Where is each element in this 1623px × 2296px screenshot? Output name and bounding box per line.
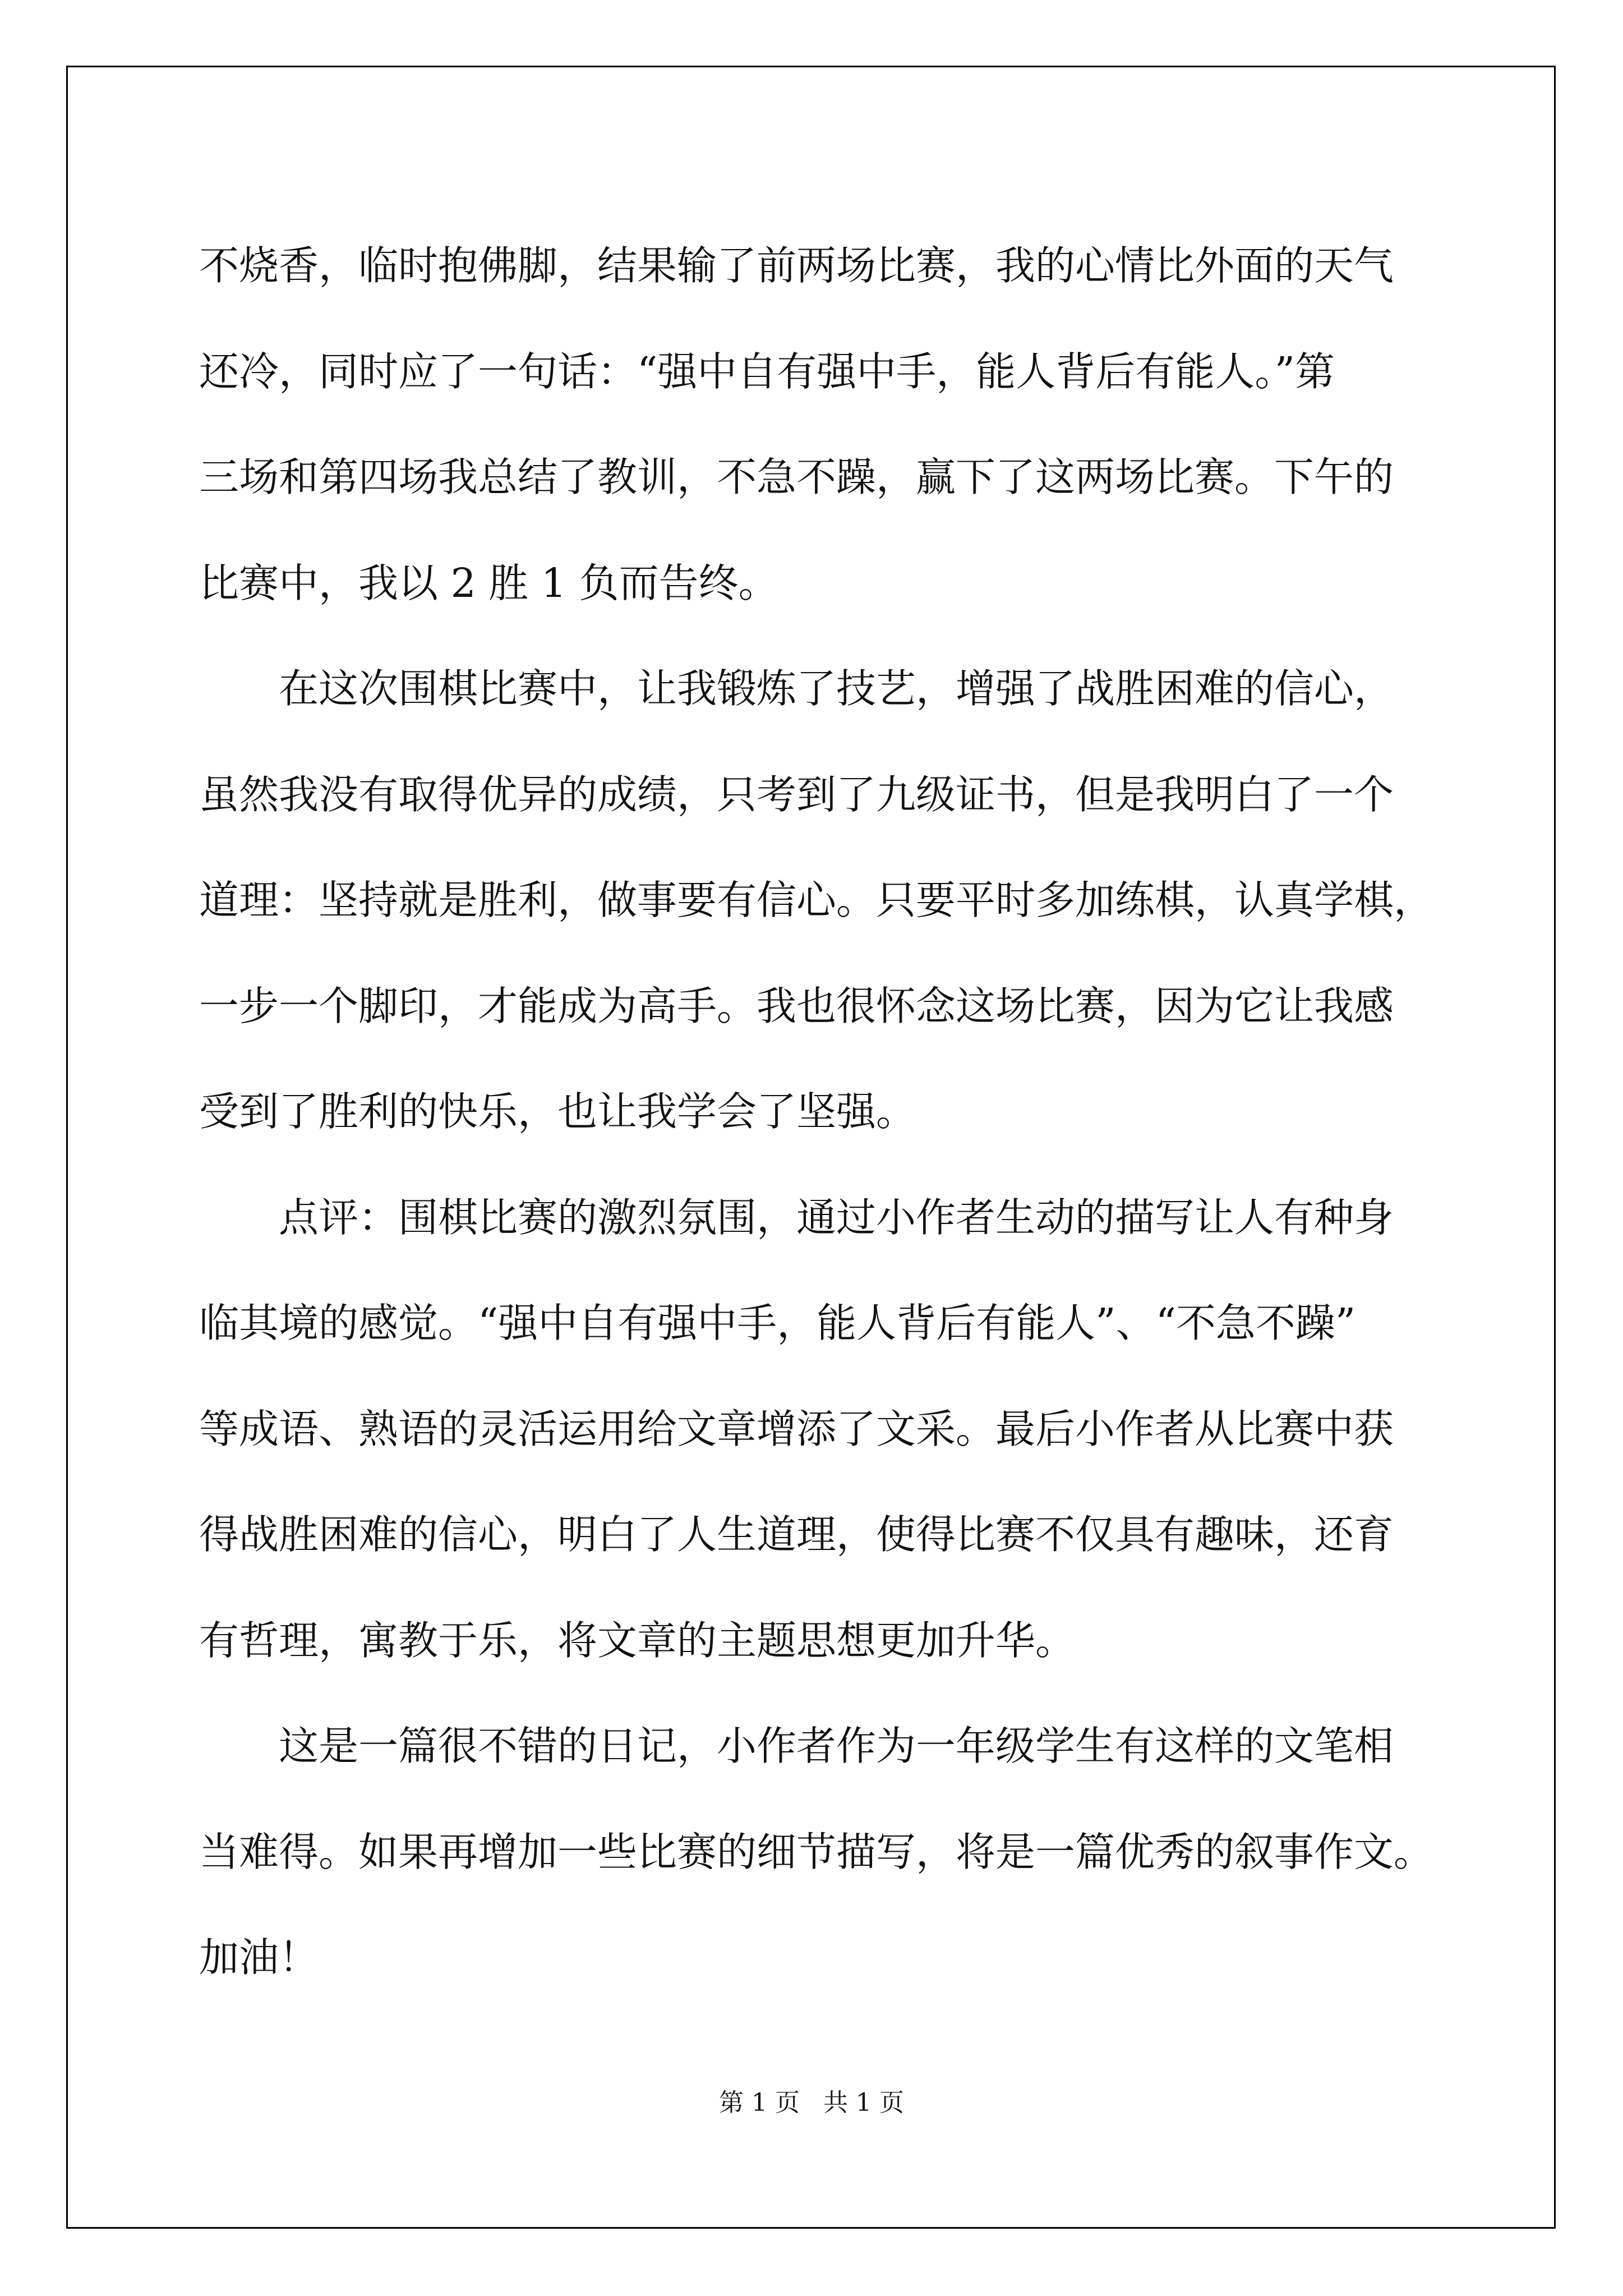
paragraph-4: [199, 1694, 1455, 2011]
text-line: 加油！: [199, 1934, 319, 1981]
page-number-footer: 第 1 页 共 1 页: [719, 2088, 904, 2117]
text-line: 在这次围棋比赛中，让我锻炼了技艺，增强了战胜困难的信心，: [279, 665, 1394, 712]
text-line: 这是一篇很不错的日记，小作者作为一年级学生有这样的文笔相: [279, 1723, 1394, 1769]
paragraph-3-comment: [199, 1165, 1455, 1694]
paragraph-1: [199, 213, 1455, 636]
text-line: 有哲理，寓教于乐，将文章的主题思想更加升华。: [199, 1617, 1076, 1664]
text-line: 虽然我没有取得优异的成绩，只考到了九级证书，但是我明白了一个: [199, 771, 1394, 818]
text-line: 临其境的感觉。“强中自有强中手，能人背后有能人”、“不急不躁”: [199, 1300, 1356, 1346]
text-line: 受到了胜利的快乐，也让我学会了坚强。: [199, 1088, 916, 1135]
text-line: 等成语、熟语的灵活运用给文章增添了文采。最后小作者从比赛中获: [199, 1405, 1394, 1452]
paragraph-2: [199, 636, 1455, 1165]
text-line: 还冷，同时应了一句话：“强中自有强中手，能人背后有能人。”第: [199, 348, 1335, 395]
text-line: 不烧香，临时抱佛脚，结果输了前两场比赛，我的心情比外面的天气: [199, 242, 1394, 289]
document-body: [199, 213, 1455, 2011]
text-line: 比赛中，我以 2 胜 1 负而告终。: [199, 559, 778, 606]
text-line: 当难得。如果再增加一些比赛的细节描写，将是一篇优秀的叙事作文。: [199, 1828, 1434, 1875]
text-line: 一步一个脚印，才能成为高手。我也很怀念这场比赛，因为它让我感: [199, 982, 1394, 1029]
text-line: 三场和第四场我总结了教训，不急不躁，赢下了这两场比赛。下午的: [199, 454, 1394, 500]
text-line: 道理：坚持就是胜利，做事要有信心。只要平时多加练棋，认真学棋，: [199, 877, 1434, 923]
text-line: 点评：围棋比赛的激烈氛围，通过小作者生动的描写让人有种身: [279, 1194, 1394, 1241]
text-line: 得战胜困难的信心，明白了人生道理，使得比赛不仅具有趣味，还育: [199, 1511, 1394, 1558]
